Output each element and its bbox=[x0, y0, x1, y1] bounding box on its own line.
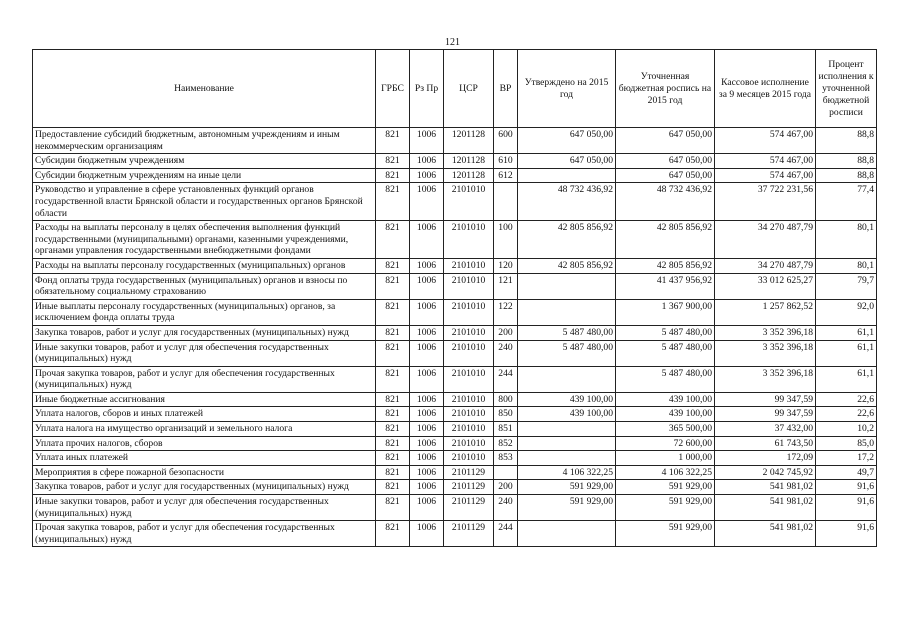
cell-name: Уплата налога на имущество организаций и земельного налога bbox=[33, 422, 376, 437]
cell-approved: 647 050,00 bbox=[518, 154, 616, 169]
cell-grbs: 821 bbox=[376, 325, 410, 340]
table-row bbox=[33, 366, 877, 392]
cell-cash: 541 981,02 bbox=[715, 480, 816, 495]
table-row bbox=[33, 340, 877, 366]
table-row bbox=[33, 465, 877, 480]
cell-percent: 22,6 bbox=[816, 392, 877, 407]
col-header-name: Наименование bbox=[33, 50, 376, 128]
cell-rz: 1006 bbox=[410, 392, 444, 407]
cell-csr: 2101010 bbox=[444, 366, 494, 392]
budget-table bbox=[32, 49, 877, 547]
cell-cash: 541 981,02 bbox=[715, 495, 816, 521]
cell-cash: 34 270 487,79 bbox=[715, 221, 816, 259]
cell-csr: 2101010 bbox=[444, 436, 494, 451]
cell-csr: 2101129 bbox=[444, 521, 494, 547]
cell-name: Закупка товаров, работ и услуг для государственных (муниципальных) нужд bbox=[33, 325, 376, 340]
cell-percent: 17,2 bbox=[816, 451, 877, 466]
cell-rz: 1006 bbox=[410, 168, 444, 183]
cell-grbs: 821 bbox=[376, 299, 410, 325]
table-row bbox=[33, 299, 877, 325]
cell-name: Прочая закупка товаров, работ и услуг для обеспечения государственных (муниципальных) нужд bbox=[33, 366, 376, 392]
cell-cash: 33 012 625,27 bbox=[715, 273, 816, 299]
cell-grbs: 821 bbox=[376, 183, 410, 221]
cell-grbs: 821 bbox=[376, 128, 410, 154]
cell-refined: 591 929,00 bbox=[616, 480, 715, 495]
cell-percent: 61,1 bbox=[816, 366, 877, 392]
cell-name: Уплата прочих налогов, сборов bbox=[33, 436, 376, 451]
cell-percent: 91,6 bbox=[816, 480, 877, 495]
cell-csr: 2101010 bbox=[444, 325, 494, 340]
cell-grbs: 821 bbox=[376, 480, 410, 495]
cell-grbs: 821 bbox=[376, 154, 410, 169]
cell-rz: 1006 bbox=[410, 258, 444, 273]
cell-percent: 88,8 bbox=[816, 168, 877, 183]
cell-vr: 122 bbox=[494, 299, 518, 325]
cell-rz: 1006 bbox=[410, 325, 444, 340]
cell-vr: 800 bbox=[494, 392, 518, 407]
col-header-approved: Утверждено на 2015 год bbox=[518, 50, 616, 128]
cell-refined: 647 050,00 bbox=[616, 168, 715, 183]
cell-cash: 34 270 487,79 bbox=[715, 258, 816, 273]
cell-refined: 41 437 956,92 bbox=[616, 273, 715, 299]
cell-percent: 85,0 bbox=[816, 436, 877, 451]
table-row bbox=[33, 392, 877, 407]
cell-vr: 244 bbox=[494, 366, 518, 392]
cell-vr: 853 bbox=[494, 451, 518, 466]
cell-cash: 172,09 bbox=[715, 451, 816, 466]
cell-cash: 3 352 396,18 bbox=[715, 366, 816, 392]
cell-vr: 600 bbox=[494, 128, 518, 154]
cell-rz: 1006 bbox=[410, 495, 444, 521]
cell-vr: 200 bbox=[494, 325, 518, 340]
cell-name: Субсидии бюджетным учреждениям на иные цели bbox=[33, 168, 376, 183]
cell-approved bbox=[518, 273, 616, 299]
table-row bbox=[33, 422, 877, 437]
cell-name: Расходы на выплаты персоналу в целях обеспечения выполнения функций государственными (муниципальными) органами, казенными учреждениями, органами управления государственными внебюджетными фондами bbox=[33, 221, 376, 259]
col-header-csr: ЦСР bbox=[444, 50, 494, 128]
cell-csr: 2101010 bbox=[444, 422, 494, 437]
cell-cash: 99 347,59 bbox=[715, 392, 816, 407]
cell-csr: 2101129 bbox=[444, 465, 494, 480]
cell-csr: 1201128 bbox=[444, 154, 494, 169]
cell-refined: 42 805 856,92 bbox=[616, 258, 715, 273]
cell-vr: 610 bbox=[494, 154, 518, 169]
cell-percent: 80,1 bbox=[816, 258, 877, 273]
cell-csr: 2101010 bbox=[444, 451, 494, 466]
cell-vr: 851 bbox=[494, 422, 518, 437]
cell-csr: 2101010 bbox=[444, 392, 494, 407]
cell-rz: 1006 bbox=[410, 154, 444, 169]
cell-approved bbox=[518, 436, 616, 451]
cell-name: Фонд оплаты труда государственных (муниципальных) органов и взносы по обязательному социальному страхованию bbox=[33, 273, 376, 299]
cell-rz: 1006 bbox=[410, 451, 444, 466]
cell-percent: 88,8 bbox=[816, 154, 877, 169]
col-header-refined: Уточненная бюджетная роспись на 2015 год bbox=[616, 50, 715, 128]
table-row bbox=[33, 407, 877, 422]
cell-percent: 77,4 bbox=[816, 183, 877, 221]
cell-name: Руководство и управление в сфере установленных функций органов государственной власти Брянской области и государственных органов Брянской области bbox=[33, 183, 376, 221]
cell-name: Закупка товаров, работ и услуг для государственных (муниципальных) нужд bbox=[33, 480, 376, 495]
cell-cash: 99 347,59 bbox=[715, 407, 816, 422]
cell-grbs: 821 bbox=[376, 495, 410, 521]
cell-vr: 121 bbox=[494, 273, 518, 299]
cell-refined: 48 732 436,92 bbox=[616, 183, 715, 221]
cell-approved: 647 050,00 bbox=[518, 128, 616, 154]
cell-rz: 1006 bbox=[410, 366, 444, 392]
cell-approved bbox=[518, 422, 616, 437]
cell-cash: 574 467,00 bbox=[715, 154, 816, 169]
cell-cash: 61 743,50 bbox=[715, 436, 816, 451]
cell-percent: 92,0 bbox=[816, 299, 877, 325]
cell-vr bbox=[494, 183, 518, 221]
cell-refined: 42 805 856,92 bbox=[616, 221, 715, 259]
cell-percent: 10,2 bbox=[816, 422, 877, 437]
cell-cash: 37 432,00 bbox=[715, 422, 816, 437]
table-row bbox=[33, 480, 877, 495]
cell-approved: 591 929,00 bbox=[518, 480, 616, 495]
cell-refined: 647 050,00 bbox=[616, 154, 715, 169]
cell-cash: 574 467,00 bbox=[715, 168, 816, 183]
page-number: 121 bbox=[445, 37, 460, 48]
cell-refined: 647 050,00 bbox=[616, 128, 715, 154]
table-row bbox=[33, 451, 877, 466]
cell-cash: 3 352 396,18 bbox=[715, 340, 816, 366]
cell-approved bbox=[518, 521, 616, 547]
cell-approved: 42 805 856,92 bbox=[518, 221, 616, 259]
cell-grbs: 821 bbox=[376, 436, 410, 451]
table-row bbox=[33, 154, 877, 169]
cell-refined: 591 929,00 bbox=[616, 495, 715, 521]
cell-grbs: 821 bbox=[376, 465, 410, 480]
cell-grbs: 821 bbox=[376, 451, 410, 466]
table-row bbox=[33, 128, 877, 154]
cell-name: Иные бюджетные ассигнования bbox=[33, 392, 376, 407]
cell-csr: 2101010 bbox=[444, 407, 494, 422]
cell-grbs: 821 bbox=[376, 221, 410, 259]
cell-percent: 80,1 bbox=[816, 221, 877, 259]
cell-rz: 1006 bbox=[410, 422, 444, 437]
cell-rz: 1006 bbox=[410, 221, 444, 259]
cell-refined: 5 487 480,00 bbox=[616, 340, 715, 366]
cell-name: Уплата налогов, сборов и иных платежей bbox=[33, 407, 376, 422]
table-row bbox=[33, 168, 877, 183]
cell-csr: 2101010 bbox=[444, 273, 494, 299]
cell-rz: 1006 bbox=[410, 299, 444, 325]
cell-vr: 612 bbox=[494, 168, 518, 183]
col-header-percent: Процент исполнения к уточненной бюджетной росписи bbox=[816, 50, 877, 128]
cell-percent: 88,8 bbox=[816, 128, 877, 154]
cell-name: Иные закупки товаров, работ и услуг для обеспечения государственных (муниципальных) нужд bbox=[33, 495, 376, 521]
cell-refined: 5 487 480,00 bbox=[616, 325, 715, 340]
cell-csr: 2101129 bbox=[444, 495, 494, 521]
cell-approved: 439 100,00 bbox=[518, 392, 616, 407]
col-header-grbs: ГРБС bbox=[376, 50, 410, 128]
table-row bbox=[33, 273, 877, 299]
cell-refined: 4 106 322,25 bbox=[616, 465, 715, 480]
cell-name: Субсидии бюджетным учреждениям bbox=[33, 154, 376, 169]
cell-rz: 1006 bbox=[410, 340, 444, 366]
cell-approved: 5 487 480,00 bbox=[518, 340, 616, 366]
cell-cash: 37 722 231,56 bbox=[715, 183, 816, 221]
cell-rz: 1006 bbox=[410, 128, 444, 154]
cell-cash: 1 257 862,52 bbox=[715, 299, 816, 325]
col-header-cash: Кассовое исполнение за 9 месяцев 2015 года bbox=[715, 50, 816, 128]
table-row bbox=[33, 183, 877, 221]
cell-grbs: 821 bbox=[376, 366, 410, 392]
cell-refined: 1 367 900,00 bbox=[616, 299, 715, 325]
cell-cash: 541 981,02 bbox=[715, 521, 816, 547]
cell-cash: 2 042 745,92 bbox=[715, 465, 816, 480]
cell-approved bbox=[518, 299, 616, 325]
cell-csr: 1201128 bbox=[444, 168, 494, 183]
cell-csr: 2101010 bbox=[444, 340, 494, 366]
table-header-row bbox=[33, 50, 877, 128]
cell-csr: 1201128 bbox=[444, 128, 494, 154]
cell-vr: 852 bbox=[494, 436, 518, 451]
cell-approved: 439 100,00 bbox=[518, 407, 616, 422]
cell-approved bbox=[518, 451, 616, 466]
cell-approved: 591 929,00 bbox=[518, 495, 616, 521]
cell-percent: 91,6 bbox=[816, 495, 877, 521]
table-row bbox=[33, 258, 877, 273]
cell-rz: 1006 bbox=[410, 521, 444, 547]
cell-grbs: 821 bbox=[376, 521, 410, 547]
cell-refined: 591 929,00 bbox=[616, 521, 715, 547]
cell-percent: 79,7 bbox=[816, 273, 877, 299]
cell-approved: 5 487 480,00 bbox=[518, 325, 616, 340]
cell-csr: 2101010 bbox=[444, 183, 494, 221]
table-row bbox=[33, 221, 877, 259]
cell-name: Мероприятия в сфере пожарной безопасности bbox=[33, 465, 376, 480]
cell-name: Уплата иных платежей bbox=[33, 451, 376, 466]
cell-refined: 365 500,00 bbox=[616, 422, 715, 437]
cell-vr: 240 bbox=[494, 495, 518, 521]
table-row bbox=[33, 521, 877, 547]
col-header-rz: Рз Пр bbox=[410, 50, 444, 128]
cell-refined: 439 100,00 bbox=[616, 392, 715, 407]
cell-grbs: 821 bbox=[376, 392, 410, 407]
cell-name: Иные выплаты персоналу государственных (муниципальных) органов, за исключением фонда оплаты труда bbox=[33, 299, 376, 325]
cell-percent: 22,6 bbox=[816, 407, 877, 422]
cell-refined: 1 000,00 bbox=[616, 451, 715, 466]
cell-percent: 49,7 bbox=[816, 465, 877, 480]
cell-vr: 244 bbox=[494, 521, 518, 547]
cell-rz: 1006 bbox=[410, 436, 444, 451]
cell-name: Расходы на выплаты персоналу государственных (муниципальных) органов bbox=[33, 258, 376, 273]
cell-refined: 72 600,00 bbox=[616, 436, 715, 451]
cell-vr bbox=[494, 465, 518, 480]
cell-percent: 61,1 bbox=[816, 340, 877, 366]
cell-vr: 100 bbox=[494, 221, 518, 259]
table-row bbox=[33, 325, 877, 340]
cell-csr: 2101010 bbox=[444, 258, 494, 273]
cell-vr: 850 bbox=[494, 407, 518, 422]
cell-grbs: 821 bbox=[376, 407, 410, 422]
cell-csr: 2101010 bbox=[444, 221, 494, 259]
cell-grbs: 821 bbox=[376, 340, 410, 366]
cell-rz: 1006 bbox=[410, 183, 444, 221]
cell-rz: 1006 bbox=[410, 407, 444, 422]
cell-csr: 2101010 bbox=[444, 299, 494, 325]
cell-approved bbox=[518, 366, 616, 392]
cell-cash: 574 467,00 bbox=[715, 128, 816, 154]
table-row bbox=[33, 495, 877, 521]
cell-cash: 3 352 396,18 bbox=[715, 325, 816, 340]
cell-approved: 4 106 322,25 bbox=[518, 465, 616, 480]
cell-refined: 5 487 480,00 bbox=[616, 366, 715, 392]
table-row bbox=[33, 436, 877, 451]
cell-vr: 240 bbox=[494, 340, 518, 366]
cell-rz: 1006 bbox=[410, 273, 444, 299]
cell-grbs: 821 bbox=[376, 273, 410, 299]
cell-vr: 200 bbox=[494, 480, 518, 495]
cell-rz: 1006 bbox=[410, 465, 444, 480]
cell-grbs: 821 bbox=[376, 258, 410, 273]
cell-approved bbox=[518, 168, 616, 183]
col-header-vr: ВР bbox=[494, 50, 518, 128]
cell-approved: 48 732 436,92 bbox=[518, 183, 616, 221]
cell-refined: 439 100,00 bbox=[616, 407, 715, 422]
cell-approved: 42 805 856,92 bbox=[518, 258, 616, 273]
cell-grbs: 821 bbox=[376, 168, 410, 183]
cell-name: Прочая закупка товаров, работ и услуг для обеспечения государственных (муниципальных) нужд bbox=[33, 521, 376, 547]
cell-vr: 120 bbox=[494, 258, 518, 273]
cell-csr: 2101129 bbox=[444, 480, 494, 495]
cell-name: Предоставление субсидий бюджетным, автономным учреждениям и иным некоммерческим организациям bbox=[33, 128, 376, 154]
cell-rz: 1006 bbox=[410, 480, 444, 495]
cell-percent: 91,6 bbox=[816, 521, 877, 547]
cell-grbs: 821 bbox=[376, 422, 410, 437]
cell-percent: 61,1 bbox=[816, 325, 877, 340]
cell-name: Иные закупки товаров, работ и услуг для обеспечения государственных (муниципальных) нужд bbox=[33, 340, 376, 366]
